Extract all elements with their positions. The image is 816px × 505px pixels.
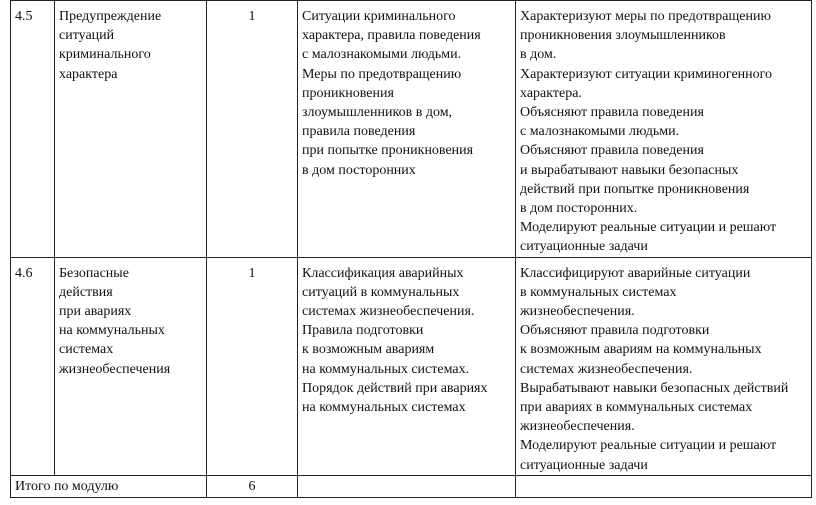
activity-line: ситуационные задачи bbox=[520, 457, 648, 473]
topic-line: криминального bbox=[59, 47, 151, 63]
empty-cell bbox=[516, 475, 812, 497]
empty-cell bbox=[298, 475, 516, 497]
total-label: Итого по модулю bbox=[11, 475, 207, 497]
topic-line: на коммунальных bbox=[59, 323, 165, 339]
content-line: проникновения bbox=[302, 85, 394, 101]
topic-line: системах bbox=[59, 342, 114, 358]
content-line: при попытке проникновения bbox=[302, 143, 474, 159]
topic-line: ситуаций bbox=[59, 28, 115, 44]
hours-cell: 1 bbox=[207, 257, 298, 475]
content-line: на коммунальных системах. bbox=[302, 361, 470, 377]
topic-line: характера bbox=[59, 66, 118, 82]
hours-cell: 1 bbox=[207, 1, 298, 258]
content-line: к возможным авариям bbox=[302, 342, 435, 358]
activities-cell bbox=[516, 1, 812, 258]
row-number: 4.6 bbox=[11, 257, 55, 475]
activity-line: жизнеобеспечения. bbox=[520, 419, 635, 435]
content-line: Меры по предотвращению bbox=[302, 66, 462, 82]
activity-line: Вырабатывают навыки безопасных действий bbox=[520, 380, 789, 396]
activity-line: жизнеобеспечения. bbox=[520, 304, 635, 320]
activity-line: к возможным авариям на коммунальных bbox=[520, 342, 762, 358]
row-number: 4.5 bbox=[11, 1, 55, 258]
table-row bbox=[11, 257, 812, 475]
activity-line: при авариях в коммунальных системах bbox=[520, 400, 753, 416]
activity-line: в дом. bbox=[520, 47, 557, 63]
activity-line: Объясняют правила подготовки bbox=[520, 323, 710, 339]
activities-cell bbox=[516, 257, 812, 475]
content-line: с малознакомыми людьми. bbox=[302, 47, 462, 63]
topic-line: Безопасные bbox=[59, 265, 129, 281]
content-line: системах жизнеобеспечения. bbox=[302, 304, 475, 320]
topic-line: действия bbox=[59, 284, 113, 300]
table-row bbox=[11, 1, 812, 258]
activity-line: Моделируют реальные ситуации и решают bbox=[520, 438, 777, 454]
topic-cell bbox=[55, 1, 207, 258]
activity-line: Объясняют правила поведения bbox=[520, 143, 704, 159]
total-hours: 6 bbox=[207, 475, 298, 497]
activity-line: с малознакомыми людьми. bbox=[520, 124, 680, 140]
topic-line: жизнеобеспечения bbox=[59, 361, 171, 377]
activity-line: и вырабатывают навыки безопасных bbox=[520, 162, 739, 178]
activity-line: проникновения злоумышленников bbox=[520, 28, 726, 44]
activity-line: характера. bbox=[520, 85, 582, 101]
content-line: на коммунальных системах bbox=[302, 400, 466, 416]
activity-line: в коммунальных системах bbox=[520, 284, 677, 300]
activity-line: Характеризуют меры по предотвращению bbox=[520, 9, 771, 24]
content-line: правила поведения bbox=[302, 124, 416, 140]
content-line: Порядок действий при авариях bbox=[302, 380, 488, 396]
activity-line: Объясняют правила поведения bbox=[520, 105, 704, 121]
topic-line: при авариях bbox=[59, 304, 132, 320]
topic-cell bbox=[55, 257, 207, 475]
activity-line: системах жизнеобеспечения. bbox=[520, 361, 693, 377]
total-row bbox=[11, 475, 812, 497]
content-line: ситуаций в коммунальных bbox=[302, 284, 460, 300]
activity-line: Характеризуют ситуации криминогенного bbox=[520, 66, 773, 82]
content-cell bbox=[298, 1, 516, 258]
topic-line: Предупреждение bbox=[59, 9, 162, 24]
content-line: характера, правила поведения bbox=[302, 28, 481, 44]
activity-line: Моделируют реальные ситуации и решают bbox=[520, 220, 777, 236]
content-line: Правила подготовки bbox=[302, 323, 424, 339]
content-line: Ситуации криминального bbox=[302, 9, 456, 24]
content-cell bbox=[298, 257, 516, 475]
content-line: в дом посторонних bbox=[302, 162, 416, 178]
activity-line: Классифицируют аварийные ситуации bbox=[520, 265, 751, 281]
activity-line: действий при попытке проникновения bbox=[520, 181, 750, 197]
activity-line: в дом посторонних. bbox=[520, 201, 638, 217]
content-line: Классификация аварийных bbox=[302, 265, 464, 281]
content-line: злоумышленников в дом, bbox=[302, 105, 453, 121]
activity-line: ситуационные задачи bbox=[520, 239, 648, 255]
curriculum-table bbox=[10, 0, 812, 498]
